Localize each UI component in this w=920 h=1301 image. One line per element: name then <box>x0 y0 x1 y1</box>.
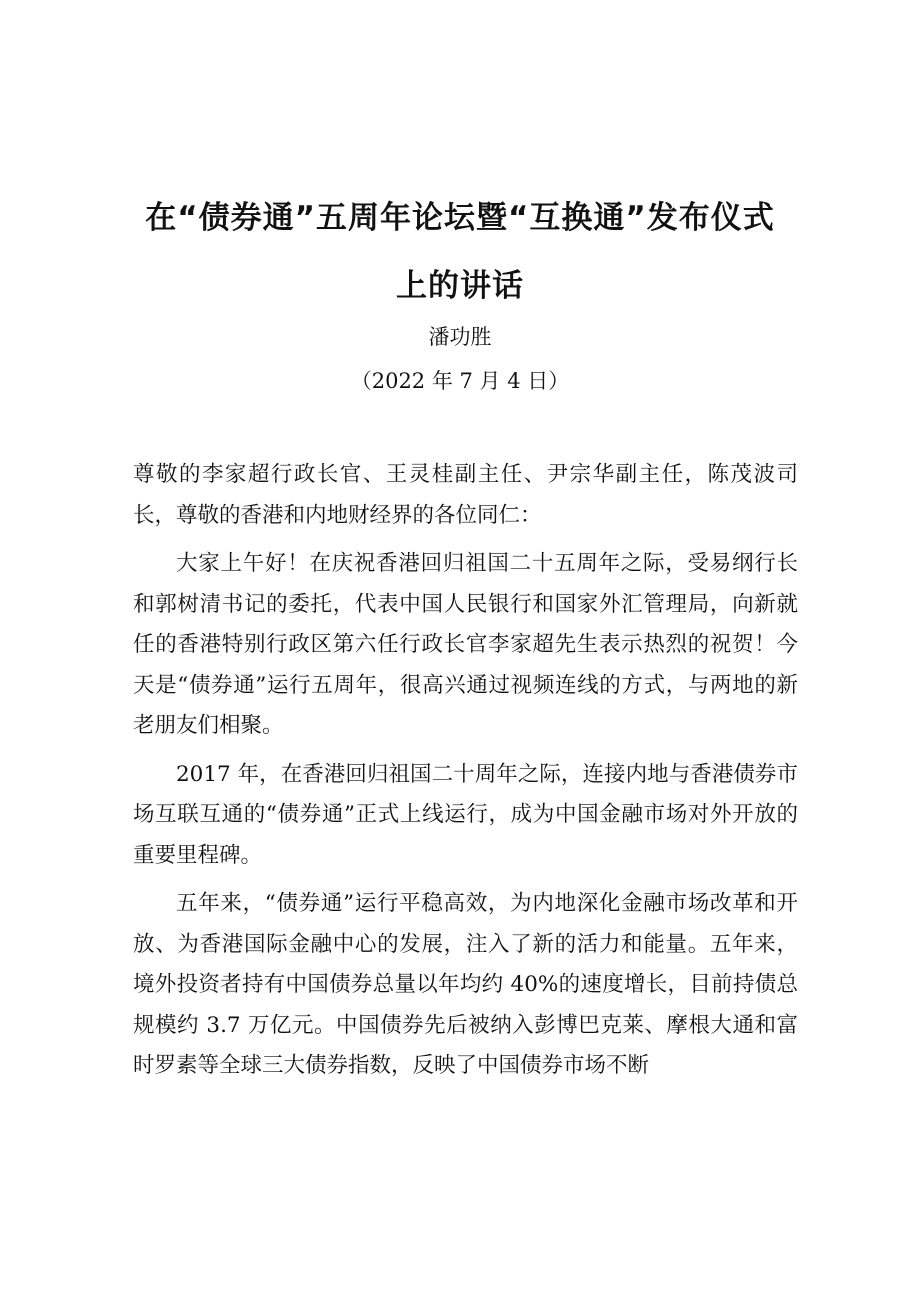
body-paragraph: 2017 年，在香港回归祖国二十周年之际，连接内地与香港债券市场互联互通的“债券通”正式上线运行，成为中国金融市场对外开放的重要里程碑。 <box>133 761 798 868</box>
title-line-2: 上的讲话 <box>396 268 524 304</box>
author: 潘功胜 <box>428 325 492 349</box>
body-paragraph: 大家上午好！在庆祝香港回归祖国二十五周年之际，受易纲行长和郭树清书记的委托，代表中国人民银行和国家外汇管理局，向新就任的香港特别行政区第六任行政长官李家超先生表示热烈的祝贺！今天是“债券通”运行五周年，很高兴通过视频连线的方式，与两地的新老朋友们相聚。 <box>133 551 798 738</box>
title-line-1: 在“债券通”五周年论坛暨“互换通”发布仪式 <box>145 200 775 236</box>
body-paragraph: 五年来，“债券通”运行平稳高效，为内地深化金融市场改革和开放、为香港国际金融中心的发展，注入了新的活力和能量。五年来，境外投资者持有中国债券总量以年均约 40%的速度增长，目前持债总规模约 3.7 万亿元。中国债券先后被纳入彭博巴克莱、摩根大通和富时罗素等全球三大债券指数，反映了中国债券市场不断 <box>133 891 798 1078</box>
speech-date: （2022 年 7 月 4 日） <box>350 369 570 393</box>
speech-body <box>133 455 798 1095</box>
salutation-paragraph: 尊敬的李家超行政长官、王灵桂副主任、尹宗华副主任，陈茂波司长，尊敬的香港和内地财经界的各位同仁： <box>133 462 798 528</box>
